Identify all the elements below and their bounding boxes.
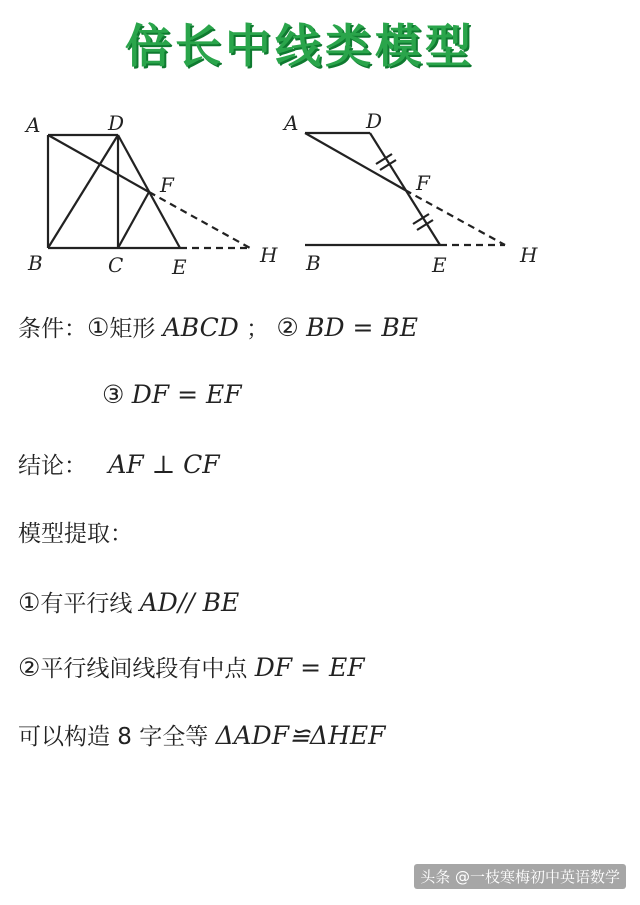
condition-1-math: ABCD — [162, 313, 239, 342]
final-math: ΔADF≌ΔHEF — [215, 721, 386, 750]
condition-2-math: BD = BE — [306, 313, 419, 342]
page-title: 倍长中线类模型 — [125, 19, 475, 73]
label-f-1: F — [160, 173, 174, 197]
point-2-mark: ② — [18, 653, 41, 682]
geometry-figures — [0, 100, 640, 290]
point-1-text: 有平行线 — [40, 591, 133, 617]
condition-3-math: DF = EF — [131, 380, 242, 409]
label-c-1: C — [108, 253, 124, 277]
label-a-1: A — [26, 113, 41, 137]
conclusion-label: 结论： — [18, 453, 87, 479]
label-b-2: B — [306, 251, 321, 275]
point-2-line — [18, 650, 365, 683]
label-h-1: H — [260, 243, 278, 267]
point-2-text: 平行线间线段有中点 — [40, 656, 248, 682]
point-1-math: AD// BE — [139, 588, 240, 617]
watermark: 头条 @一枝寒梅初中英语数学 — [414, 864, 626, 889]
final-line — [18, 718, 385, 751]
label-d-2: D — [366, 109, 383, 133]
segment-bd — [48, 135, 118, 248]
label-a-2: A — [284, 111, 299, 135]
conclusion-line — [18, 447, 220, 480]
label-e-2: E — [432, 253, 447, 277]
extraction-line — [18, 515, 133, 548]
label-f-2: F — [416, 171, 430, 195]
conditions-label: 条件： — [18, 316, 87, 342]
label-d-1: D — [108, 111, 125, 135]
segment-cf — [118, 192, 149, 248]
segment-fh-dashed-2 — [405, 190, 505, 245]
condition-1-mark: ① — [87, 313, 110, 342]
segment-af-2 — [305, 133, 405, 190]
label-b-1: B — [28, 251, 43, 275]
point-1-mark: ① — [18, 588, 41, 617]
label-h-2: H — [520, 243, 538, 267]
condition-separator: ； — [246, 316, 270, 342]
condition-1-text: 矩形 — [109, 316, 156, 342]
figure-trapezoid — [305, 133, 505, 245]
figure-rectangle — [48, 135, 250, 248]
final-text: 可以构造 8 字全等 — [18, 724, 209, 750]
condition-2-mark: ② — [276, 313, 299, 342]
point-2-math: DF = EF — [254, 653, 365, 682]
extraction-label: 模型提取： — [18, 521, 133, 547]
condition-3-line — [102, 380, 242, 409]
label-e-1: E — [172, 255, 187, 279]
conclusion-math: AF ⊥ CF — [108, 450, 220, 479]
point-1-line — [18, 585, 239, 618]
conditions-line — [18, 310, 418, 343]
condition-3-mark: ③ — [102, 380, 125, 409]
